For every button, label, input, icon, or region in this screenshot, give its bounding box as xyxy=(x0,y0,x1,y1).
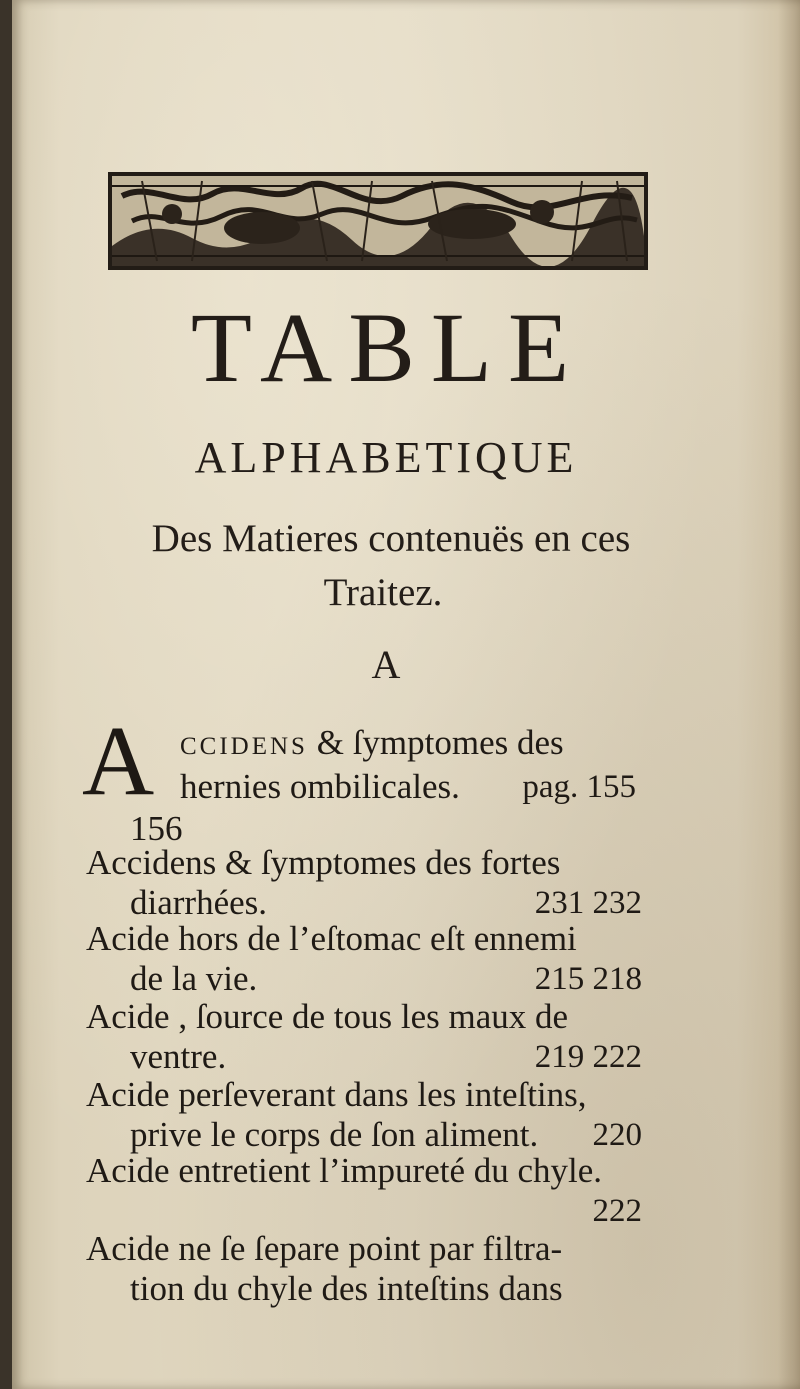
entry-2-line-2: diarrhées. xyxy=(130,883,268,922)
entry-1-page-label: pag. 155 xyxy=(522,769,636,805)
entry-1-line-1-rest: & ſymptomes des xyxy=(307,723,564,762)
book-page xyxy=(12,0,800,1389)
entry-6-line-1: Acide entretient l’impureté du chyle. xyxy=(86,1151,603,1190)
page-title: TABLE xyxy=(190,292,586,403)
entry-1-line-2: hernies ombilicales. xyxy=(180,767,460,806)
section-letter: A xyxy=(371,642,401,687)
entry-7-line-2: tion du chyle des inteſtins dans xyxy=(130,1269,563,1308)
entry-1-line-1 xyxy=(180,722,564,764)
entry-5-pages: 220 xyxy=(592,1117,642,1153)
entry-4-pages: 219 222 xyxy=(534,1039,642,1075)
woodcut-ornament-icon xyxy=(108,172,648,270)
page-subtitle: ALPHABETIQUE xyxy=(194,433,578,482)
entry-2-pages: 231 232 xyxy=(534,885,642,921)
entry-1-smallcaps: ccidens xyxy=(180,723,308,762)
entry-5-line-1: Acide perſeverant dans les inteſtins, xyxy=(86,1075,587,1114)
entry-5-line-2: prive le corps de ſon aliment. xyxy=(130,1115,539,1154)
drop-cap: A xyxy=(82,705,155,816)
entry-4-line-1: Acide , ſource de tous les maux de xyxy=(86,997,569,1036)
page-edge-shadow xyxy=(778,0,800,1389)
entry-2-line-1: Accidens & ſymptomes des fortes xyxy=(86,843,561,882)
entry-3-line-1: Acide hors de l’eſtomac eſt ennemi xyxy=(86,919,577,958)
entry-3-pages: 215 218 xyxy=(534,961,642,997)
description-line-1: Des Matieres contenuës en ces xyxy=(151,517,631,560)
entry-7-line-1: Acide ne ſe ſepare point par filtra- xyxy=(86,1229,563,1268)
entry-1-line-3: 156 xyxy=(130,809,183,848)
entry-6-pages: 222 xyxy=(592,1193,642,1229)
entry-3-line-2: de la vie. xyxy=(130,959,258,998)
entry-4-line-2: ventre. xyxy=(130,1037,227,1076)
description-line-2: Traitez. xyxy=(323,571,443,614)
